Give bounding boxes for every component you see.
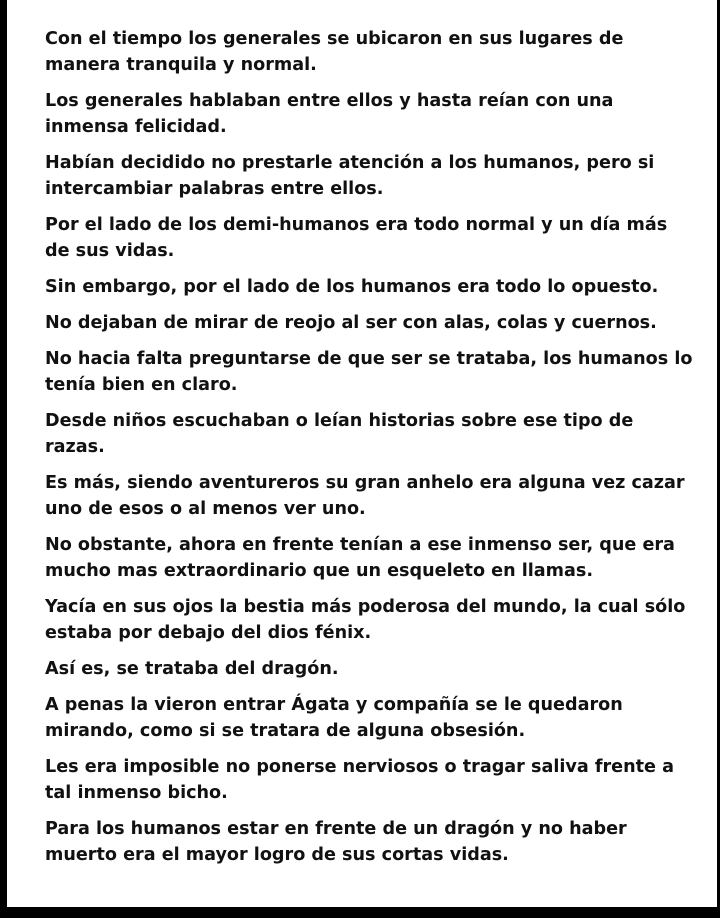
text-page	[7, 0, 717, 907]
paragraph: Les era imposible no ponerse nerviosos o tragar saliva frente a tal inmenso bicho.	[45, 757, 674, 803]
paragraph: Es más, siendo aventureros su gran anhelo era alguna vez cazar uno de esos o al menos ver uno.	[45, 473, 685, 519]
paragraph: Yacía en sus ojos la bestia más poderosa del mundo, la cual sólo estaba por debajo del dios fénix.	[45, 597, 686, 643]
paragraph: A penas la vieron entrar Ágata y compañía se le quedaron mirando, como si se tratara de alguna obsesión.	[45, 695, 623, 741]
paragraph: Los generales hablaban entre ellos y hasta reían con una inmensa felicidad.	[45, 91, 614, 137]
paragraph: No dejaban de mirar de reojo al ser con alas, colas y cuernos.	[45, 313, 657, 333]
paragraph: Habían decidido no prestarle atención a los humanos, pero si intercambiar palabras entre ellos.	[45, 153, 655, 199]
paragraph: Con el tiempo los generales se ubicaron en sus lugares de manera tranquila y normal.	[45, 29, 624, 75]
paragraph: Sin embargo, por el lado de los humanos era todo lo opuesto.	[45, 277, 659, 297]
paragraph: No obstante, ahora en frente tenían a ese inmenso ser, que era mucho mas extraordinario que un esqueleto en llamas.	[45, 535, 675, 581]
paragraph: Desde niños escuchaban o leían historias sobre ese tipo de razas.	[45, 411, 634, 457]
paragraph: Para los humanos estar en frente de un dragón y no haber muerto era el mayor logro de sus cortas vidas.	[45, 819, 627, 865]
paragraph: Así es, se trataba del dragón.	[45, 659, 339, 679]
paragraph: No hacia falta preguntarse de que ser se trataba, los humanos lo tenía bien en claro.	[45, 349, 693, 395]
paragraph: Por el lado de los demi-humanos era todo normal y un día más de sus vidas.	[45, 215, 668, 261]
